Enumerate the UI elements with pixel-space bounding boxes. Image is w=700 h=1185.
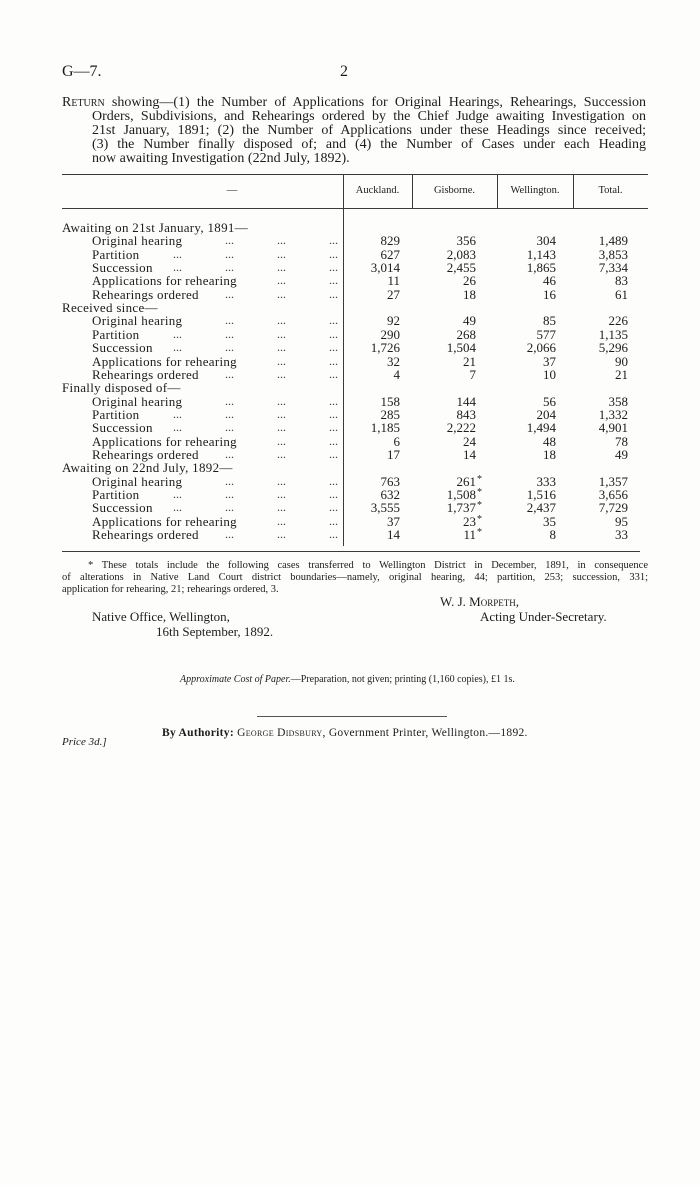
cell-auckland xyxy=(381,234,401,247)
cell-total xyxy=(615,288,628,301)
row-label: Applications for rehearing xyxy=(92,433,237,449)
cell-value: 10 xyxy=(543,366,556,382)
column-header-gisborne: Gisborne. xyxy=(433,185,476,196)
cell-value: 11 xyxy=(387,273,400,289)
footnote-marker: * xyxy=(477,500,482,512)
title-line: now awaiting Investigation (22nd July, 1892). xyxy=(92,151,350,166)
row-label: Rehearings ordered xyxy=(92,366,199,382)
cell-value: 3,555 xyxy=(370,500,400,516)
cell-value: 285 xyxy=(380,406,400,422)
leader-dots: ... ... xyxy=(277,433,338,448)
table-row xyxy=(0,515,700,528)
cell-wellington xyxy=(543,448,556,461)
table-row xyxy=(0,261,700,274)
cell-wellington xyxy=(543,288,556,301)
cell-value: 1,516 xyxy=(526,487,556,502)
section-heading: Awaiting on 21st January, 1891— xyxy=(62,220,248,235)
cell-value: 83 xyxy=(615,273,628,289)
cell-total xyxy=(599,408,628,421)
leader-dots: ... ... ... xyxy=(225,473,338,488)
table-top-rule xyxy=(62,174,648,175)
cell-value: 268 xyxy=(456,326,476,342)
cell-gisborne xyxy=(463,288,476,301)
section-heading-row xyxy=(0,221,700,234)
cell-value: 304 xyxy=(536,233,556,249)
row-label: Succession xyxy=(92,260,153,276)
cell-total xyxy=(609,395,629,408)
cell-value: 37 xyxy=(543,353,556,369)
cell-wellington xyxy=(543,368,556,381)
cell-wellington xyxy=(537,234,557,247)
column-header-auckland: Auckland. xyxy=(355,185,400,196)
cell-wellington xyxy=(527,248,556,261)
row-label: Rehearings ordered xyxy=(92,527,199,543)
cell-auckland xyxy=(387,528,400,541)
cell-gisborne xyxy=(447,248,476,261)
cost-line xyxy=(180,674,515,686)
cell-gisborne xyxy=(457,395,477,408)
document-code: G—7. xyxy=(62,63,102,80)
row-label: Original hearing xyxy=(92,313,183,329)
cell-gisborne xyxy=(463,314,476,327)
cell-value: 26 xyxy=(463,273,476,289)
leader-dots: ... ... ... xyxy=(225,527,338,542)
cell-value: 17 xyxy=(387,446,400,462)
cell-value: 2,222 xyxy=(446,420,476,436)
cell-total xyxy=(615,515,628,528)
signatory-name: W. J. Morpeth, xyxy=(440,594,519,609)
cell-value: 843 xyxy=(456,406,476,422)
cell-total xyxy=(599,475,628,488)
cell-value: 577 xyxy=(536,326,556,342)
cell-value: 1,726 xyxy=(370,340,400,356)
cell-value: 1,332 xyxy=(598,406,628,422)
cell-value: 46 xyxy=(543,273,556,289)
leader-dots: ... ... xyxy=(277,273,338,288)
footnote-marker: * xyxy=(477,527,482,539)
row-label: Applications for rehearing xyxy=(92,353,237,369)
cell-value: 48 xyxy=(543,433,556,449)
cell-value: 158 xyxy=(380,393,400,409)
leader-dots: ... ... ... xyxy=(225,446,338,461)
cost-label: Approximate Cost of Paper. xyxy=(180,674,291,685)
title-line: Orders, Subdivisions, and Rehearings ordered by the Chief Judge awaiting Investigation on xyxy=(92,109,646,124)
cell-gisborne xyxy=(463,435,476,448)
leader-dots: ... ... ... xyxy=(225,393,338,408)
leader-dots: ... ... ... ... xyxy=(173,406,338,421)
row-label: Original hearing xyxy=(92,393,183,409)
leader-dots: ... ... xyxy=(277,353,338,368)
leader-dots: ... ... ... ... xyxy=(173,487,338,501)
table-row xyxy=(0,448,700,461)
table-row xyxy=(0,435,700,448)
cell-value: 24 xyxy=(463,433,476,449)
section-heading: Received since— xyxy=(62,300,158,316)
cell-wellington xyxy=(543,395,556,408)
cell-auckland xyxy=(381,395,401,408)
cell-value: 1,135 xyxy=(598,326,628,342)
row-label: Succession xyxy=(92,500,153,516)
leader-dots: ... ... ... xyxy=(225,366,338,381)
cell-total xyxy=(599,234,628,247)
cell-value: 35 xyxy=(543,513,556,529)
cell-total xyxy=(599,341,628,354)
cell-value: 763 xyxy=(380,473,400,489)
cell-gisborne xyxy=(457,328,477,341)
leader-dots: ... ... xyxy=(277,513,338,528)
row-label: Partition xyxy=(92,487,140,502)
table-row xyxy=(0,234,700,247)
cell-wellington xyxy=(543,435,556,448)
cell-value: 3,853 xyxy=(598,246,628,262)
cell-value: 92 xyxy=(387,313,400,329)
cell-value: 95 xyxy=(615,513,628,529)
imprint-printer: George Didsbury xyxy=(237,727,323,739)
cell-value: 7 xyxy=(469,366,476,382)
cell-auckland xyxy=(371,261,400,274)
page-number: 2 xyxy=(340,63,348,80)
origin-date: 16th September, 1892. xyxy=(156,624,274,639)
cell-auckland xyxy=(381,248,401,261)
cell-wellington xyxy=(527,421,556,434)
cell-value: 3,014 xyxy=(370,260,400,276)
cell-value: 2,083 xyxy=(446,246,476,262)
cell-value: 2,066 xyxy=(526,340,556,356)
table-row xyxy=(0,355,700,368)
section-heading: Finally disposed of— xyxy=(62,380,181,396)
leader-dots: ... ... ... ... xyxy=(173,260,338,275)
leader-dots: ... ... ... ... xyxy=(173,246,338,261)
footnote-line: of alterations in Native Land Court district boundaries—namely, original hearing, 44; partition, 253; succession, 331; xyxy=(62,572,648,583)
cell-value: 78 xyxy=(615,433,628,449)
cell-value: 6 xyxy=(393,433,400,449)
cell-gisborne xyxy=(463,448,476,461)
table-header-rule xyxy=(62,208,648,209)
section-heading: Awaiting on 22nd July, 1892— xyxy=(62,460,233,476)
cell-auckland xyxy=(371,421,400,434)
cell-value: 1,494 xyxy=(526,420,556,436)
table-row xyxy=(0,368,700,381)
cell-auckland xyxy=(371,501,400,514)
cell-value: 16 xyxy=(543,286,556,302)
cell-value: 32 xyxy=(387,353,400,369)
column-header-blank: — xyxy=(226,185,238,196)
table-row xyxy=(0,288,700,301)
cell-wellington xyxy=(543,515,556,528)
table-row xyxy=(0,421,700,434)
cell-total xyxy=(615,355,628,368)
cell-auckland xyxy=(387,355,400,368)
leader-dots: ... ... ... xyxy=(225,313,338,328)
title-line: 21st January, 1891; (2) the Number of Applications under these Headings since received; xyxy=(92,123,646,138)
section-heading-row xyxy=(0,461,700,474)
cell-value: 27 xyxy=(387,286,400,302)
cell-wellington xyxy=(537,408,557,421)
cell-wellington xyxy=(527,261,556,274)
footnote-marker: * xyxy=(477,473,482,485)
cell-value: 632 xyxy=(380,487,400,502)
imprint-label: By Authority: xyxy=(162,727,234,739)
imprint-rule xyxy=(257,716,447,717)
row-label: Succession xyxy=(92,340,153,356)
cell-value: 18 xyxy=(543,446,556,462)
cell-wellington xyxy=(550,528,557,541)
footnote-marker: * xyxy=(477,513,482,525)
cell-value: 356 xyxy=(456,233,476,249)
cell-gisborne xyxy=(446,500,482,516)
cell-total xyxy=(599,261,628,274)
cell-value: 358 xyxy=(608,393,628,409)
cell-total xyxy=(615,435,628,448)
cell-gisborne xyxy=(463,513,482,529)
cell-total xyxy=(599,248,628,261)
table-row xyxy=(0,341,700,354)
cell-value: 33 xyxy=(615,527,628,543)
cell-value: 49 xyxy=(615,446,628,462)
imprint-text: , Government Printer, Wellington.—1892. xyxy=(322,727,528,739)
cell-value: 4 xyxy=(393,366,400,382)
row-label: Succession xyxy=(92,420,153,436)
table-row xyxy=(0,248,700,261)
table-row xyxy=(0,274,700,287)
cell-value: 14 xyxy=(463,446,476,462)
row-label: Applications for rehearing xyxy=(92,513,237,529)
cell-value: 144 xyxy=(456,393,476,409)
cell-wellington xyxy=(527,341,556,354)
footnote-line: * These totals include the following cases transferred to Wellington District in December, 1891, in consequence xyxy=(88,560,648,571)
price-label: Price 3d.] xyxy=(62,736,107,748)
cell-value: 627 xyxy=(380,246,400,262)
cell-value: 56 xyxy=(543,393,556,409)
cell-total xyxy=(615,528,628,541)
title-line-text: showing—(1) the Number of Applications for Original Hearings, Rehearings, Succession xyxy=(111,95,646,110)
cell-total xyxy=(599,328,628,341)
cell-wellington xyxy=(527,501,556,514)
cell-gisborne xyxy=(463,355,476,368)
cell-value: 204 xyxy=(536,406,556,422)
footnote-line: application for rehearing, 21; rehearings ordered, 3. xyxy=(62,584,279,595)
table-row xyxy=(0,475,700,488)
footnote-marker: * xyxy=(477,487,482,498)
cost-text: —Preparation, not given; printing (1,160 copies), £1 1s. xyxy=(290,674,515,685)
leader-dots: ... ... ... ... xyxy=(173,420,338,435)
cell-auckland xyxy=(394,368,401,381)
cell-value: 226 xyxy=(608,313,628,329)
cell-gisborne xyxy=(447,421,476,434)
cell-value: 21 xyxy=(463,353,476,369)
cell-gisborne xyxy=(463,527,482,543)
cell-auckland xyxy=(381,488,401,501)
leader-dots: ... ... ... xyxy=(225,286,338,301)
cell-total xyxy=(615,274,628,287)
cell-gisborne xyxy=(457,234,477,247)
cell-value: 3,656 xyxy=(598,487,628,502)
table-row xyxy=(0,408,700,421)
cell-value: 2,437 xyxy=(526,500,556,516)
cell-value: 14 xyxy=(387,527,400,543)
cell-value: 11 xyxy=(463,527,476,543)
cell-auckland xyxy=(387,448,400,461)
imprint-line xyxy=(162,727,528,740)
cell-gisborne xyxy=(463,274,476,287)
cell-value: 1,504 xyxy=(446,340,476,356)
cell-total xyxy=(615,448,628,461)
row-label: Rehearings ordered xyxy=(92,286,199,302)
row-label: Partition xyxy=(92,326,140,342)
cell-auckland xyxy=(387,515,400,528)
cell-value: 2,455 xyxy=(446,260,476,276)
cell-value: 7,729 xyxy=(598,500,628,516)
cell-total xyxy=(615,368,628,381)
cell-value: 1,508 xyxy=(446,487,476,502)
cell-value: 1,737 xyxy=(446,500,476,516)
row-label: Partition xyxy=(92,246,140,262)
cell-value: 1,489 xyxy=(598,233,628,249)
cell-value: 7,334 xyxy=(598,260,628,276)
cell-value: 1,185 xyxy=(370,420,400,436)
table-row xyxy=(0,488,700,501)
cell-total xyxy=(609,314,629,327)
cell-value: 1,865 xyxy=(526,260,556,276)
cell-total xyxy=(599,421,628,434)
cell-gisborne xyxy=(447,261,476,274)
cell-value: 90 xyxy=(615,353,628,369)
cell-wellington xyxy=(537,328,557,341)
cell-value: 61 xyxy=(615,286,628,302)
section-heading-row xyxy=(0,301,700,314)
cell-total xyxy=(599,501,628,514)
leader-dots: ... ... ... ... xyxy=(173,340,338,355)
column-header-total: Total. xyxy=(598,185,623,196)
table-row xyxy=(0,501,700,514)
signatory-title: Acting Under-Secretary. xyxy=(480,609,607,624)
table-row xyxy=(0,395,700,408)
table-row xyxy=(0,328,700,341)
row-label: Applications for rehearing xyxy=(92,273,237,289)
cell-value: 261 xyxy=(456,473,476,489)
cell-wellington xyxy=(537,475,557,488)
table-row xyxy=(0,314,700,327)
cell-auckland xyxy=(381,475,401,488)
origin-office: Native Office, Wellington, xyxy=(92,609,230,624)
cell-wellington xyxy=(543,274,556,287)
cell-gisborne xyxy=(446,487,482,502)
cell-gisborne xyxy=(457,408,477,421)
title-line: (3) the Number finally disposed of; and (4) the Number of Cases under each Heading xyxy=(92,137,646,152)
title-lead-word: Return xyxy=(62,95,105,110)
cell-value: 37 xyxy=(387,513,400,529)
row-label: Original hearing xyxy=(92,233,183,249)
cell-value: 1,357 xyxy=(598,473,628,489)
cell-auckland xyxy=(371,341,400,354)
cell-auckland xyxy=(381,408,401,421)
cell-gisborne xyxy=(456,473,482,489)
table-row xyxy=(0,528,700,541)
leader-dots: ... ... ... ... xyxy=(173,326,338,341)
cell-total xyxy=(599,488,628,501)
cell-wellington xyxy=(527,488,556,501)
row-label: Partition xyxy=(92,406,140,422)
cell-value: 829 xyxy=(380,233,400,249)
cell-value: 333 xyxy=(536,473,556,489)
cell-gisborne xyxy=(447,341,476,354)
leader-dots: ... ... ... xyxy=(225,233,338,248)
cell-value: 18 xyxy=(463,286,476,302)
cell-value: 8 xyxy=(549,527,556,543)
cell-auckland xyxy=(387,274,400,287)
cell-value: 1,143 xyxy=(526,246,556,262)
row-label: Original hearing xyxy=(92,473,183,489)
cell-wellington xyxy=(543,314,556,327)
cell-value: 5,296 xyxy=(598,340,628,356)
column-header-wellington: Wellington. xyxy=(510,185,560,196)
row-label: Rehearings ordered xyxy=(92,446,199,462)
cell-value: 49 xyxy=(463,313,476,329)
section-heading-row xyxy=(0,381,700,394)
cell-value: 23 xyxy=(463,513,476,529)
cell-auckland xyxy=(387,288,400,301)
cell-gisborne xyxy=(470,368,477,381)
cell-value: 290 xyxy=(380,326,400,342)
cell-auckland xyxy=(394,435,401,448)
cell-auckland xyxy=(381,328,401,341)
cell-value: 21 xyxy=(615,366,628,382)
table-bottom-rule xyxy=(62,551,640,552)
cell-wellington xyxy=(543,355,556,368)
cell-value: 85 xyxy=(543,313,556,329)
title-line xyxy=(62,96,646,110)
leader-dots: ... ... ... ... xyxy=(173,500,338,515)
cell-value: 4,901 xyxy=(598,420,628,436)
cell-auckland xyxy=(387,314,400,327)
